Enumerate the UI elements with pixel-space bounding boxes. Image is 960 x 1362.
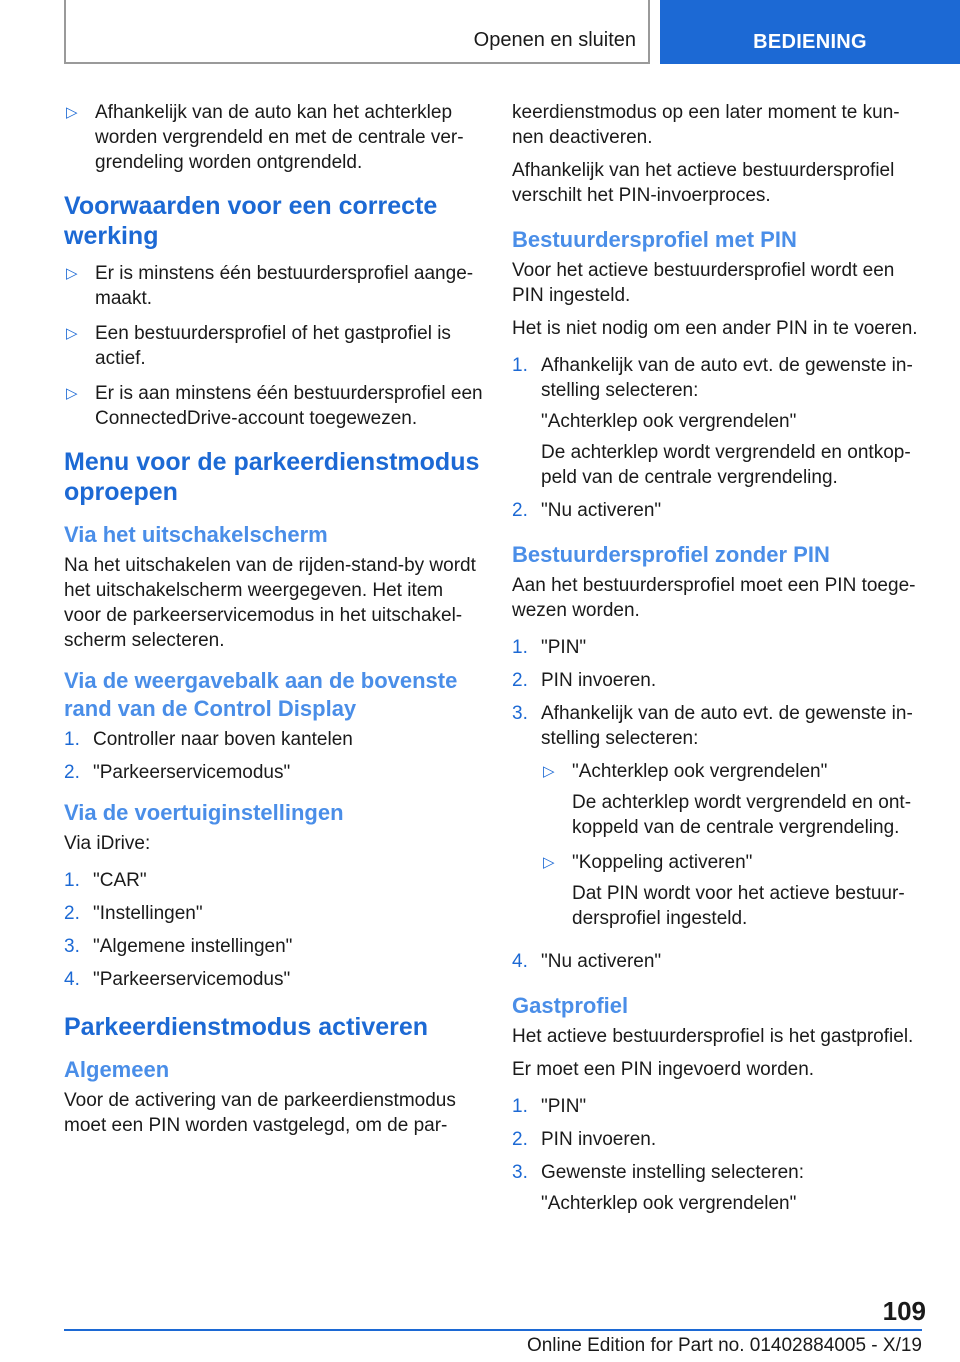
footer-edition: Online Edition for Part no. 01402884005 - X/19 bbox=[526, 1335, 922, 1356]
list-item: 2. "Instellingen" bbox=[64, 903, 203, 924]
heading-profile-with-pin: Bestuurdersprofiel met PIN bbox=[512, 227, 797, 252]
footer-divider bbox=[64, 1329, 922, 1331]
heading-menu: Menu voor de parkeerdienstmodus oproepen bbox=[64, 448, 480, 506]
list-item: 4. "Nu activeren" bbox=[512, 951, 662, 972]
bullet-triangle-icon: ▷ bbox=[66, 325, 78, 342]
list-item: 2. "Parkeerservicemodus" bbox=[64, 762, 291, 783]
list-item: 3. Gewenste instelling selecteren: "Achterklep ook vergrendelen" bbox=[512, 1162, 804, 1214]
list-item: ▷ Een bestuurdersprofiel of het gastprofiel is actief. bbox=[66, 323, 451, 369]
list-item: 2. PIN invoeren. bbox=[512, 670, 657, 691]
list-item: 1. Controller naar boven kantelen bbox=[64, 729, 353, 750]
paragraph: Via iDrive: bbox=[64, 833, 151, 854]
list-item: 1. "PIN" bbox=[512, 637, 587, 658]
paragraph: Er moet een PIN ingevoerd worden. bbox=[512, 1059, 815, 1080]
heading-status-bar: Via de weergavebalk aan de bovenste rand van de Control Display bbox=[64, 668, 458, 721]
page-number: 109 bbox=[882, 1296, 926, 1326]
paragraph: keerdienstmodus op een later moment te kun-nen deactiveren. bbox=[512, 102, 900, 148]
list-item: 2. PIN invoeren. bbox=[512, 1129, 657, 1150]
bullet-triangle-icon: ▷ bbox=[543, 854, 555, 871]
list-item: 3. Afhankelijk van de auto evt. de gewenste in-stelling selecteren: ▷ "Achterklep ook vergrendelen" De achterklep wordt vergrendeld en ont-koppeld van de centrale vergrendeling. ▷ "Koppeling activeren" Dat PIN wordt voor het actieve bestuur-dersprofiel ingesteld. bbox=[512, 701, 922, 941]
heading-conditions: Voorwaarden voor een correcte werking bbox=[64, 192, 438, 250]
paragraph: Voor het actieve bestuurdersprofiel wordt een PIN ingesteld. bbox=[512, 260, 895, 306]
paragraph: Het is niet nodig om een ander PIN in te voeren. bbox=[512, 318, 918, 339]
bullet-triangle-icon: ▷ bbox=[66, 104, 78, 121]
heading-guest-profile: Gastprofiel bbox=[512, 993, 629, 1018]
list-item: ▷ "Achterklep ook vergrendelen" De achterklep wordt vergrendeld en ont-koppeld van de centrale vergrendeling. bbox=[543, 761, 912, 838]
list-item: ▷ Afhankelijk van de auto kan het achterklep worden vergrendeld en met de centrale ver-grendeling worden ontgrendeld. bbox=[66, 102, 464, 173]
list-item: ▷ Er is aan minstens één bestuurdersprofiel een ConnectedDrive-account toegewezen. bbox=[66, 383, 483, 429]
right-column bbox=[512, 100, 922, 1224]
header-chapter-tab: BEDIENING bbox=[660, 0, 960, 64]
paragraph: Voor de activering van de parkeerdienstmodus moet een PIN worden vastgelegd, om de par- bbox=[64, 1090, 456, 1136]
heading-vehicle-settings: Via de voertuiginstellingen bbox=[64, 800, 344, 825]
heading-activate: Parkeerdienstmodus activeren bbox=[64, 1013, 429, 1041]
bullet-triangle-icon: ▷ bbox=[66, 265, 78, 282]
list-item: 4. "Parkeerservicemodus" bbox=[64, 969, 291, 990]
header-section-box bbox=[64, 0, 650, 64]
bullet-triangle-icon: ▷ bbox=[66, 385, 78, 402]
list-item: ▷ Er is minstens één bestuurdersprofiel aange-maakt. bbox=[66, 263, 474, 309]
list-item: 2. "Nu activeren" bbox=[512, 500, 662, 521]
left-column bbox=[64, 100, 484, 1146]
paragraph: Het actieve bestuurdersprofiel is het gastprofiel. bbox=[512, 1026, 914, 1047]
paragraph: Aan het bestuurdersprofiel moet een PIN toege-wezen worden. bbox=[512, 575, 916, 621]
paragraph: Na het uitschakelen van de rijden-stand-by wordt het uitschakelscherm weergegeven. Het item voor de parkeerservicemodus in het uitschakel-scherm selecteren. bbox=[64, 555, 476, 651]
list-item: 1. "CAR" bbox=[64, 870, 147, 891]
heading-general: Algemeen bbox=[64, 1057, 170, 1082]
list-item: 3. "Algemene instellingen" bbox=[64, 936, 293, 957]
list-item: 1. "PIN" bbox=[512, 1096, 587, 1117]
list-item: ▷ "Koppeling activeren" Dat PIN wordt voor het actieve bestuur-dersprofiel ingesteld. bbox=[543, 852, 905, 929]
list-item: 1. Afhankelijk van de auto evt. de gewenste in-stelling selecteren: "Achterklep ook vergrendelen" De achterklep wordt vergrendeld en ontkop-peld van de centrale vergrendeling. bbox=[512, 355, 913, 488]
paragraph: Afhankelijk van het actieve bestuurdersprofiel verschilt het PIN-invoerproces. bbox=[512, 160, 895, 206]
bullet-triangle-icon: ▷ bbox=[543, 763, 555, 780]
heading-switchoff-screen: Via het uitschakelscherm bbox=[64, 522, 328, 547]
header-section-title: Openen en sluiten bbox=[473, 29, 636, 51]
heading-profile-without-pin: Bestuurdersprofiel zonder PIN bbox=[512, 542, 830, 567]
